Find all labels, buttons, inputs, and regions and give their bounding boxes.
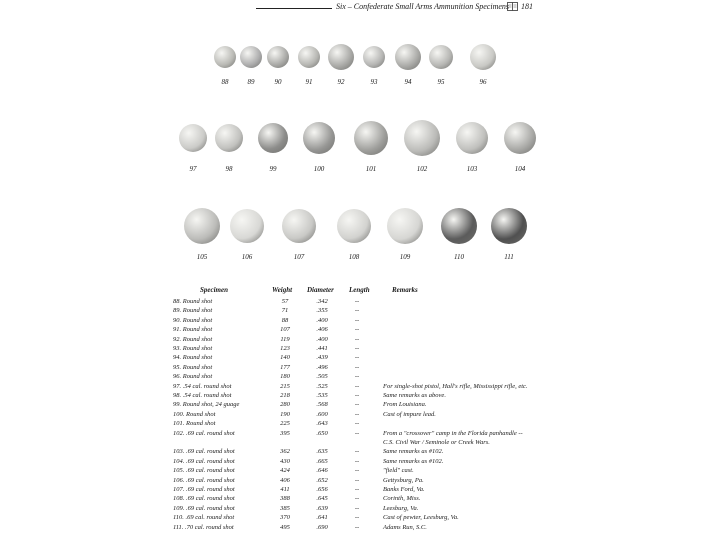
table-row — [173, 495, 593, 504]
cell-diameter: .656 — [316, 486, 328, 493]
cell-specimen: 107. .69 cal. round shot — [173, 486, 235, 493]
cell-length: -- — [354, 495, 360, 503]
cell-diameter: .496 — [316, 363, 328, 371]
cell-weight: 430 — [280, 457, 290, 465]
table-row — [173, 336, 593, 345]
cell-length: -- — [354, 382, 360, 390]
specimen-label: 89 — [247, 78, 255, 86]
cell-length: -- — [354, 335, 360, 343]
cell-diameter: .400 — [316, 335, 328, 343]
cell-weight: 388 — [280, 495, 290, 503]
specimen-95-photo — [429, 45, 453, 69]
cell-specimen: 104. .69 cal. round shot — [173, 457, 235, 465]
cell-specimen: 100. Round shot — [173, 410, 216, 418]
col-header-length: Length — [349, 286, 370, 294]
cell-specimen: 97. .54 cal. round shot — [173, 382, 232, 390]
specimen-label: 97 — [189, 165, 197, 173]
cell-length: -- — [354, 307, 360, 315]
cell-diameter: .600 — [316, 410, 328, 418]
cell-weight: 140 — [280, 354, 290, 362]
specimen-96-photo — [470, 44, 496, 70]
cell-diameter: .650 — [316, 429, 328, 437]
specimen-109-photo — [387, 208, 423, 244]
col-header-remarks: Remarks — [392, 286, 418, 294]
cell-length: -- — [354, 429, 360, 437]
cell-diameter: .635 — [316, 448, 328, 456]
cell-weight: 88 — [281, 316, 289, 324]
cell-length: -- — [354, 316, 360, 324]
cell-remarks: C.S. Civil War / Seminole or Creek Wars. — [383, 439, 490, 446]
specimen-label: 96 — [479, 78, 487, 86]
cell-diameter: .665 — [316, 457, 328, 465]
specimen-label: 104 — [514, 165, 526, 173]
specimen-90-photo — [267, 46, 289, 68]
specimen-label: 103 — [466, 165, 478, 173]
specimen-106-photo — [230, 209, 264, 243]
specimen-107-photo — [282, 209, 316, 243]
cell-diameter: .646 — [316, 467, 328, 475]
cell-weight: 280 — [280, 401, 290, 409]
book-icon — [507, 2, 518, 11]
cell-diameter: .652 — [316, 476, 328, 484]
specimen-label: 105 — [196, 253, 208, 261]
cell-length: -- — [354, 298, 360, 305]
cell-specimen: 108. .69 cal. round shot — [173, 495, 235, 503]
specimen-91-photo — [298, 46, 320, 68]
specimen-111-photo — [491, 208, 527, 244]
cell-weight: 385 — [280, 504, 290, 512]
specimen-label: 99 — [269, 165, 277, 173]
cell-diameter: .690 — [316, 523, 328, 531]
cell-length: -- — [354, 345, 360, 352]
cell-specimen: 93. Round shot — [173, 345, 213, 352]
cell-specimen: 92. Round shot — [173, 335, 213, 343]
specimen-88-photo — [214, 46, 236, 68]
cell-length: -- — [354, 523, 360, 531]
cell-specimen: 90. Round shot — [173, 316, 213, 324]
specimen-94-photo — [395, 44, 421, 70]
cell-weight: 180 — [280, 373, 290, 381]
page-number: 181 — [521, 2, 533, 11]
cell-weight: 71 — [281, 307, 289, 315]
cell-weight: 57 — [281, 298, 289, 305]
table-row — [173, 505, 593, 514]
table-row — [173, 298, 593, 307]
col-header-weight: Weight — [272, 286, 293, 294]
specimen-label: 93 — [370, 78, 378, 86]
cell-weight: 225 — [280, 420, 290, 428]
specimen-label: 94 — [404, 78, 412, 86]
page-header — [256, 2, 546, 14]
cell-weight: 107 — [280, 326, 290, 334]
cell-length: -- — [354, 326, 360, 334]
specimen-105-photo — [184, 208, 220, 244]
specimen-102-photo — [404, 120, 440, 156]
specimen-label: 100 — [313, 165, 325, 173]
cell-remarks: Adams Run, S.C. — [383, 523, 427, 531]
specimen-92-photo — [328, 44, 354, 70]
cell-remarks: For single-shot pistol, Hall's rifle, Mississippi rifle, etc. — [383, 382, 528, 390]
cell-diameter: .439 — [316, 354, 328, 362]
specimen-108-photo — [337, 209, 371, 243]
cell-diameter: .406 — [316, 326, 328, 334]
cell-weight: 177 — [280, 363, 290, 371]
cell-weight: 362 — [280, 448, 290, 456]
table-row — [173, 486, 593, 495]
cell-weight: 406 — [280, 476, 290, 484]
cell-remarks: Same remarks as #102. — [383, 448, 444, 456]
specimen-label: 111 — [504, 253, 514, 261]
cell-diameter: .400 — [316, 316, 328, 324]
specimen-label: 110 — [454, 253, 464, 261]
cell-remarks: "field" cast. — [383, 467, 414, 475]
cell-specimen: 91. Round shot — [173, 326, 213, 334]
specimen-103-photo — [456, 122, 488, 154]
table-row — [173, 514, 593, 523]
cell-weight: 395 — [280, 429, 290, 437]
cell-diameter: .645 — [316, 495, 328, 503]
specimen-110-photo — [441, 208, 477, 244]
cell-remarks: Gettysburg, Pa. — [383, 476, 424, 484]
table-row — [173, 439, 593, 448]
cell-specimen: 96. Round shot — [173, 373, 213, 381]
table-row — [173, 430, 593, 439]
cell-weight: 215 — [280, 382, 290, 390]
cell-diameter: .639 — [316, 504, 328, 512]
cell-length: -- — [354, 467, 360, 475]
table-row — [173, 458, 593, 467]
cell-remarks: Same remarks as above. — [383, 392, 446, 399]
specimen-99-photo — [258, 123, 288, 153]
specimen-101-photo — [354, 121, 388, 155]
specimen-label: 88 — [221, 78, 229, 86]
specimen-label: 90 — [274, 78, 282, 86]
cell-length: -- — [354, 363, 360, 371]
cell-weight: 411 — [280, 486, 290, 493]
table-row — [173, 373, 593, 382]
cell-length: -- — [354, 354, 360, 362]
specimen-89-photo — [240, 46, 262, 68]
cell-diameter: .525 — [316, 382, 328, 390]
specimen-label: 92 — [337, 78, 345, 86]
cell-diameter: .441 — [316, 345, 328, 352]
cell-diameter: .505 — [316, 373, 328, 381]
table-row — [173, 448, 593, 457]
table-row — [173, 477, 593, 486]
table-row — [173, 383, 593, 392]
table-row — [173, 307, 593, 316]
cell-diameter: .535 — [316, 392, 328, 399]
cell-specimen: 106. .69 cal. round shot — [173, 476, 235, 484]
cell-specimen: 99. Round shot, 24 guage — [173, 401, 240, 409]
running-title: Six – Confederate Small Arms Ammunition Specimens — [336, 2, 510, 11]
table-row — [173, 411, 593, 420]
col-header-diameter: Diameter — [307, 286, 334, 294]
cell-length: -- — [354, 504, 360, 512]
cell-specimen: 88. Round shot — [173, 298, 213, 305]
table-row — [173, 524, 593, 533]
cell-remarks: Banks Ford, Va. — [383, 486, 425, 493]
specimen-label: 95 — [437, 78, 445, 86]
specimen-97-photo — [179, 124, 207, 152]
cell-remarks: Corinth, Miss. — [383, 495, 421, 503]
table-row — [173, 364, 593, 373]
cell-remarks: Cast of pewter, Leesburg, Va. — [383, 514, 459, 522]
header-rule — [256, 8, 332, 9]
cell-weight: 119 — [280, 335, 290, 343]
cell-remarks: From a "crossover" camp in the Florida panhandle -- — [383, 429, 523, 437]
table-row — [173, 326, 593, 335]
cell-weight: 424 — [280, 467, 290, 475]
table-row — [173, 345, 593, 354]
specimen-label: 98 — [225, 165, 233, 173]
specimen-label: 101 — [365, 165, 377, 173]
specimen-label: 108 — [348, 253, 360, 261]
cell-specimen: 103. .69 cal. round shot — [173, 448, 235, 456]
cell-specimen: 94. Round shot — [173, 354, 213, 362]
cell-weight: 190 — [280, 410, 290, 418]
cell-specimen: 98. .54 cal. round shot — [173, 392, 232, 399]
cell-length: -- — [354, 373, 360, 381]
col-header-specimen: Specimen — [200, 286, 228, 294]
specimen-93-photo — [363, 46, 385, 68]
cell-diameter: .643 — [316, 420, 328, 428]
cell-specimen: 105. .69 cal. round shot — [173, 467, 235, 475]
cell-specimen: 109. .69 cal. round shot — [173, 504, 235, 512]
cell-remarks: Same remarks as #102. — [383, 457, 444, 465]
cell-diameter: .342 — [316, 298, 328, 305]
cell-length: -- — [354, 457, 360, 465]
specimen-label: 91 — [305, 78, 313, 86]
cell-length: -- — [354, 401, 360, 409]
cell-specimen: 89. Round shot — [173, 307, 213, 315]
cell-remarks: Cast of impure lead. — [383, 410, 436, 418]
cell-specimen: 102. .69 cal. round shot — [173, 429, 235, 437]
table-row — [173, 401, 593, 410]
specimen-label: 106 — [241, 253, 253, 261]
cell-remarks: Leesburg, Va. — [383, 504, 419, 512]
cell-specimen: 95. Round shot — [173, 363, 213, 371]
specimen-98-photo — [215, 124, 243, 152]
specimen-100-photo — [303, 122, 335, 154]
table-row — [173, 392, 593, 401]
cell-length: -- — [354, 448, 360, 456]
specimen-label: 102 — [416, 165, 428, 173]
table-row — [173, 467, 593, 476]
cell-specimen: 101. Round shot — [173, 420, 216, 428]
cell-remarks: From Louisiana. — [383, 401, 427, 409]
specimen-label: 107 — [293, 253, 305, 261]
cell-weight: 123 — [280, 345, 290, 352]
cell-diameter: .568 — [316, 401, 328, 409]
cell-diameter: .641 — [316, 514, 328, 522]
specimen-104-photo — [504, 122, 536, 154]
cell-length: -- — [354, 420, 360, 428]
cell-weight: 495 — [280, 523, 290, 531]
cell-specimen: 111. .70 cal. round shot — [173, 523, 234, 531]
cell-weight: 370 — [280, 514, 290, 522]
cell-length: -- — [354, 514, 360, 522]
cell-length: -- — [354, 392, 360, 399]
table-row — [173, 317, 593, 326]
table-row — [173, 354, 593, 363]
cell-weight: 218 — [280, 392, 290, 399]
table-row — [173, 420, 593, 429]
cell-specimen: 110. .69 cal. round shot — [173, 514, 235, 522]
cell-length: -- — [354, 476, 360, 484]
cell-diameter: .355 — [316, 307, 328, 315]
cell-length: -- — [354, 486, 360, 493]
cell-length: -- — [354, 410, 360, 418]
specimen-label: 109 — [399, 253, 411, 261]
